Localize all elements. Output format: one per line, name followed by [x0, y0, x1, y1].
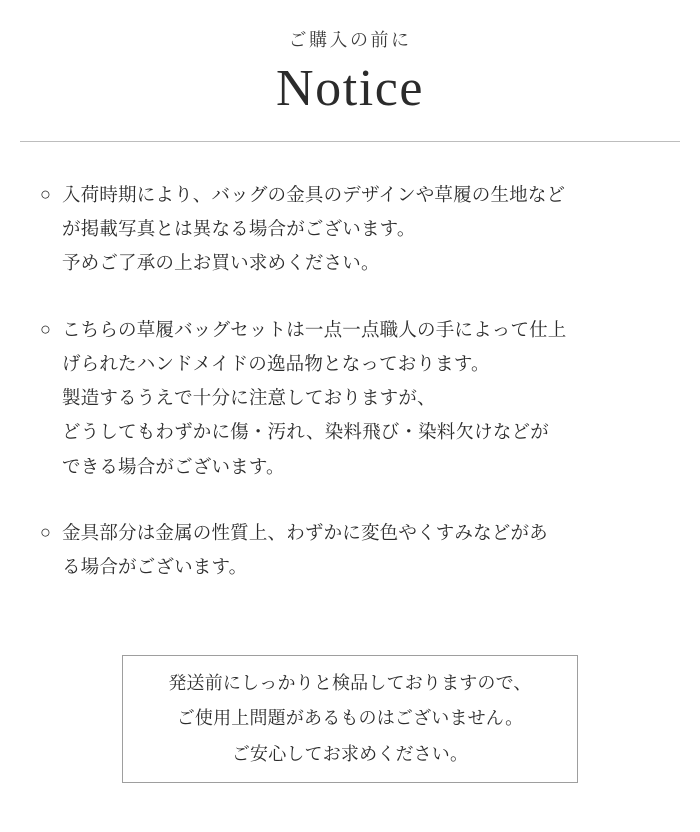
list-item-text — [62, 313, 666, 484]
notes-list — [0, 178, 700, 584]
list-bullet-icon: ○ — [40, 521, 51, 542]
text-line: 予めご了承の上お買い求めください。 — [62, 252, 380, 274]
header-divider — [20, 141, 680, 142]
text-line: げられたハンドメイドの逸品物となっております。 — [62, 352, 490, 374]
list-bullet-icon: ○ — [40, 318, 51, 339]
list-item — [40, 313, 666, 484]
header-kicker: ご購入の前に — [288, 30, 412, 50]
text-line: が掲載写真とは異なる場合がございます。 — [62, 218, 416, 240]
text-line: 金具部分は金属の性質上、わずかに変色やくすみなどがあ — [62, 521, 548, 543]
list-bullet-icon: ○ — [40, 183, 51, 204]
list-item — [40, 178, 666, 281]
text-line: ご安心してお求めください。 — [231, 743, 469, 764]
text-line: できる場合がございます。 — [62, 455, 285, 477]
page-header — [0, 0, 700, 142]
text-line: ご使用上問題があるものはございません。 — [176, 708, 524, 729]
text-line: こちらの草履バッグセットは一点一点職人の手によって仕上 — [62, 318, 567, 340]
page-title: Notice — [276, 60, 424, 118]
text-line: 製造するうえで十分に注意しておりますが、 — [62, 387, 436, 409]
text-line: る場合がございます。 — [62, 555, 248, 577]
text-line: 発送前にしっかりと検品しておりますので、 — [168, 673, 532, 694]
text-line: 入荷時期により、バッグの金具のデザインや草履の生地など — [62, 183, 566, 205]
text-line: どうしてもわずかに傷・汚れ、染料飛び・染料欠けなどが — [62, 421, 549, 443]
list-item-text — [62, 516, 666, 584]
assurance-callout — [122, 655, 578, 783]
list-item — [40, 516, 666, 584]
list-item-text — [62, 178, 666, 281]
